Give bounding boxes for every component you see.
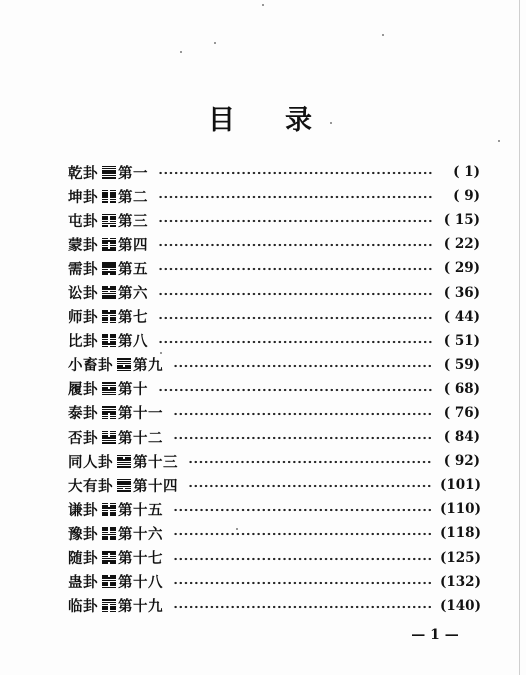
toc-entry[interactable]	[68, 256, 480, 280]
toc-entry-name: 讼卦	[68, 286, 98, 303]
toc-entry-order: 第十二	[118, 430, 163, 447]
dot-leader	[158, 194, 432, 200]
toc-entry-name: 豫卦	[68, 526, 98, 543]
table-of-contents	[68, 160, 480, 618]
toc-entry-page: ( 36)	[443, 284, 480, 301]
dot-leader	[173, 556, 432, 562]
toc-entry-name: 比卦	[68, 334, 98, 351]
toc-entry-page: ( 51)	[443, 332, 480, 349]
toc-entry-name: 临卦	[68, 599, 98, 616]
toc-entry[interactable]	[68, 329, 480, 353]
scan-speck	[180, 51, 182, 53]
toc-entry-order: 第十三	[133, 454, 178, 471]
toc-entry-order: 第十六	[118, 526, 163, 543]
dot-leader	[173, 531, 432, 537]
hexagram-lv-icon	[102, 382, 116, 395]
toc-entry-page: ( 92)	[443, 453, 480, 470]
dot-leader	[173, 507, 432, 513]
toc-entry[interactable]	[68, 208, 480, 232]
toc-entry-name: 蒙卦	[68, 237, 98, 254]
toc-entry-page: (125)	[440, 549, 481, 566]
dot-leader	[188, 483, 432, 489]
hexagram-tongren-icon	[117, 455, 131, 468]
toc-entry-page: ( 9)	[453, 188, 480, 205]
title-char-1: 目	[208, 105, 235, 136]
hexagram-qian-icon	[102, 166, 116, 179]
toc-entry-order: 第十八	[118, 575, 163, 592]
toc-entry-name: 坤卦	[68, 189, 98, 206]
hexagram-xiaoxu-icon	[117, 358, 131, 371]
toc-entry-name: 师卦	[68, 310, 98, 327]
toc-entry-order: 第二	[118, 189, 148, 206]
hexagram-song-icon	[102, 286, 116, 299]
title-char-2: 录	[285, 105, 312, 136]
toc-entry[interactable]	[68, 594, 480, 618]
hexagram-lin-icon	[102, 599, 116, 612]
toc-entry-name: 小畜卦	[68, 358, 113, 375]
hexagram-pi-icon	[102, 431, 116, 444]
toc-entry[interactable]	[68, 521, 480, 545]
toc-entry[interactable]	[68, 473, 480, 497]
toc-entry-name: 随卦	[68, 551, 98, 568]
toc-entry-order: 第四	[118, 237, 148, 254]
toc-entry-order: 第九	[133, 358, 163, 375]
toc-entry[interactable]	[68, 305, 480, 329]
toc-entry-name: 蛊卦	[68, 575, 98, 592]
dot-leader	[173, 363, 432, 369]
scan-speck	[262, 4, 264, 6]
toc-entry-name: 大有卦	[68, 478, 113, 495]
hexagram-kun-icon	[102, 190, 116, 203]
toc-entry-page: (140)	[440, 597, 481, 614]
toc-entry-page: (118)	[440, 525, 481, 542]
toc-entry[interactable]	[68, 232, 480, 256]
toc-entry-page: ( 59)	[443, 356, 480, 373]
toc-entry[interactable]	[68, 449, 480, 473]
dot-leader	[158, 315, 432, 321]
toc-entry-order: 第五	[118, 261, 148, 278]
dot-leader	[173, 604, 432, 610]
dot-leader	[158, 339, 432, 345]
toc-entry-page: ( 76)	[443, 404, 480, 421]
hexagram-zhun-icon	[102, 214, 116, 227]
dot-leader	[188, 459, 432, 465]
toc-entry-order: 第十	[118, 382, 148, 399]
scan-speck	[214, 42, 216, 44]
dot-leader	[158, 218, 432, 224]
toc-entry-page: (101)	[440, 477, 481, 494]
toc-entry[interactable]	[68, 425, 480, 449]
toc-entry-page: ( 29)	[443, 260, 480, 277]
toc-entry-name: 乾卦	[68, 165, 98, 182]
toc-entry[interactable]	[68, 353, 480, 377]
toc-entry-page: ( 15)	[443, 212, 480, 229]
toc-entry-page: ( 1)	[453, 164, 480, 181]
toc-entry[interactable]	[68, 160, 480, 184]
toc-entry-order: 第十七	[118, 551, 163, 568]
toc-entry-page: (110)	[440, 501, 481, 518]
toc-entry[interactable]	[68, 280, 480, 304]
toc-entry[interactable]	[68, 401, 480, 425]
hexagram-qian2-icon	[102, 503, 116, 516]
toc-entry-name: 屯卦	[68, 213, 98, 230]
toc-entry-order: 第三	[118, 213, 148, 230]
dot-leader	[158, 266, 432, 272]
hexagram-bi-icon	[102, 334, 116, 347]
page-number: — 1 —	[411, 627, 459, 643]
hexagram-dayou-icon	[117, 479, 131, 492]
toc-entry-page: ( 44)	[443, 308, 480, 325]
hexagram-gu-icon	[102, 575, 116, 588]
dot-leader	[158, 387, 432, 393]
scan-speck	[382, 34, 384, 36]
scan-speck	[498, 140, 500, 142]
dot-leader	[158, 170, 432, 176]
toc-entry-order: 第一	[118, 165, 148, 182]
toc-entry-order: 第八	[118, 334, 148, 351]
toc-entry-name: 履卦	[68, 382, 98, 399]
toc-entry[interactable]	[68, 377, 480, 401]
dot-leader	[173, 580, 432, 586]
toc-entry-page: (132)	[440, 573, 481, 590]
toc-entry-page: ( 68)	[443, 380, 480, 397]
hexagram-meng-icon	[102, 238, 116, 251]
toc-entry-page: ( 84)	[443, 429, 480, 446]
toc-entry-name: 泰卦	[68, 406, 98, 423]
dot-leader	[158, 291, 432, 297]
toc-entry[interactable]	[68, 184, 480, 208]
hexagram-tai-icon	[102, 406, 116, 419]
toc-entry-name: 否卦	[68, 430, 98, 447]
toc-entry-name: 谦卦	[68, 502, 98, 519]
toc-entry-order: 第七	[118, 310, 148, 327]
hexagram-sui-icon	[102, 551, 116, 564]
toc-entry[interactable]	[68, 546, 480, 570]
toc-entry-order: 第十四	[133, 478, 178, 495]
dot-leader	[158, 242, 432, 248]
hexagram-yu-icon	[102, 527, 116, 540]
dot-leader	[173, 411, 432, 417]
page-edge-line	[519, 0, 520, 675]
toc-entry-order: 第十九	[118, 599, 163, 616]
hexagram-xu-icon	[102, 262, 116, 275]
toc-entry-name: 需卦	[68, 261, 98, 278]
toc-entry-page: ( 22)	[443, 236, 480, 253]
toc-entry-name: 同人卦	[68, 454, 113, 471]
toc-entry-order: 第十五	[118, 502, 163, 519]
toc-entry[interactable]	[68, 570, 480, 594]
dot-leader	[173, 435, 432, 441]
page-title	[0, 103, 526, 139]
toc-entry[interactable]	[68, 497, 480, 521]
hexagram-shi-icon	[102, 310, 116, 323]
toc-entry-order: 第六	[118, 286, 148, 303]
toc-entry-order: 第十一	[118, 406, 163, 423]
